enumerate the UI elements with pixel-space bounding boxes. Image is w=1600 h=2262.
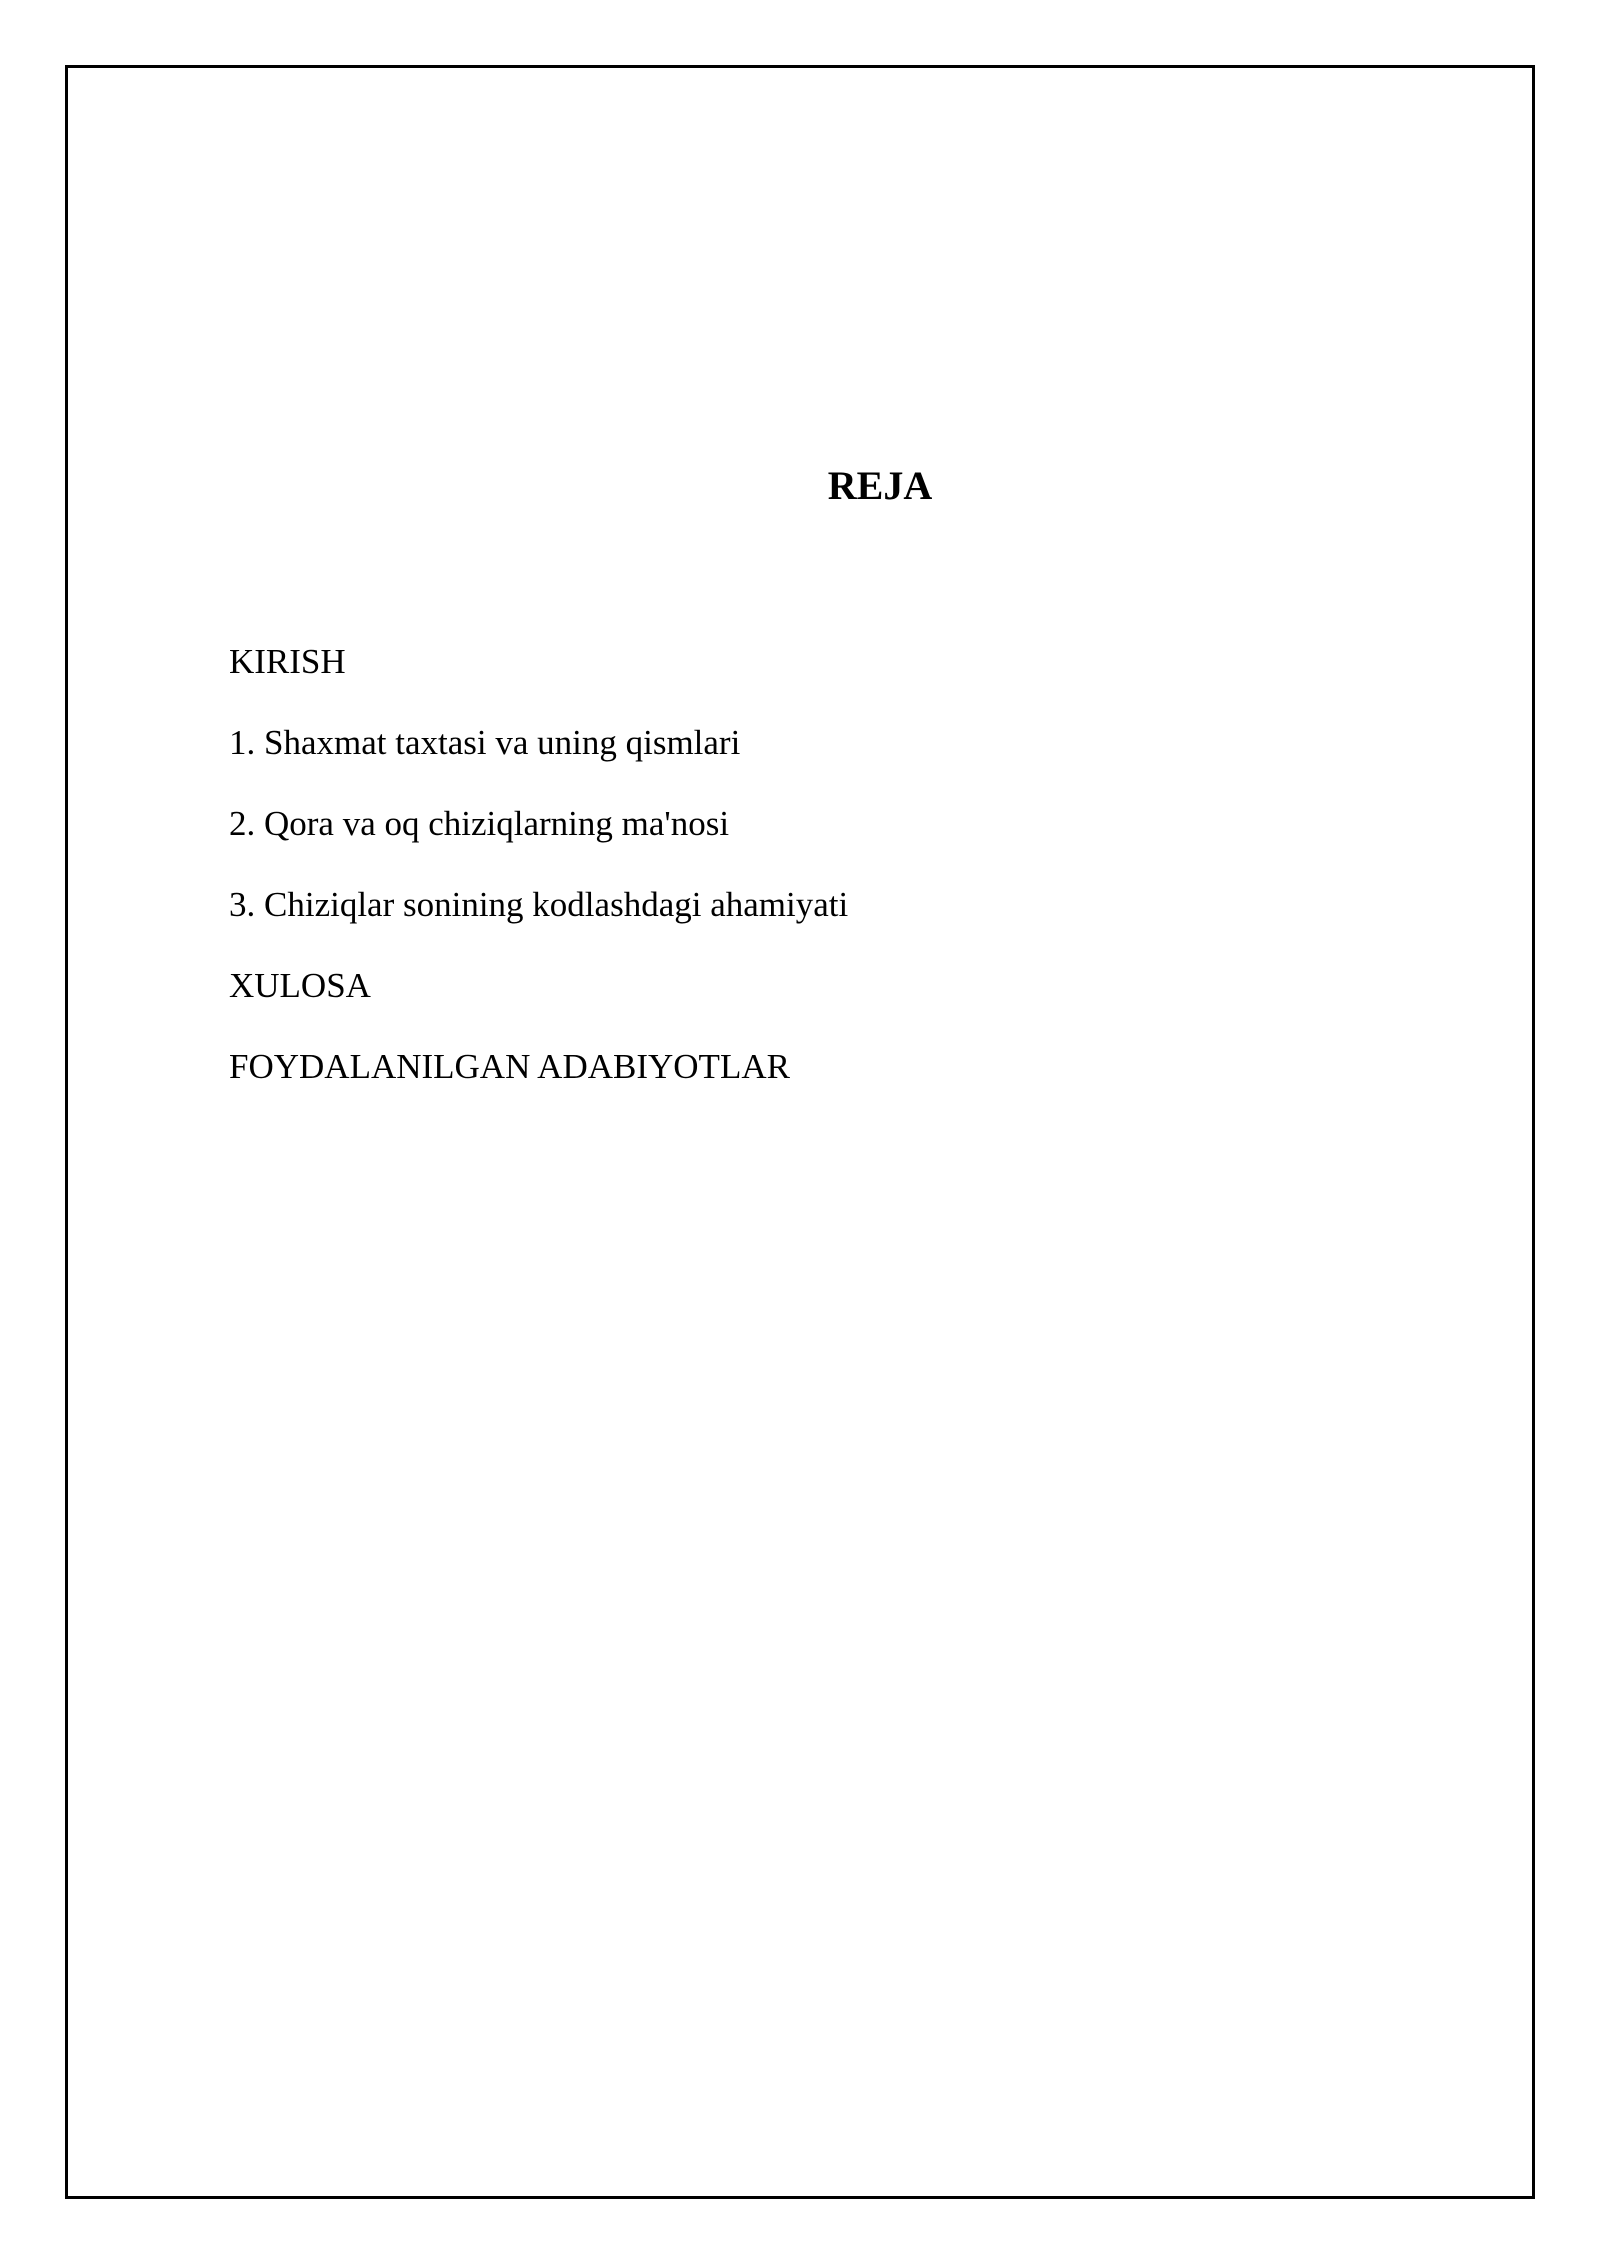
plan-item-2: 2. Qora va oq chiziqlarning ma'nosi	[229, 804, 730, 843]
plan-item-references: FOYDALANILGAN ADABIYOTLAR	[229, 1047, 790, 1086]
plan-item-introduction: KIRISH	[229, 642, 346, 681]
plan-item-conclusion: XULOSA	[229, 966, 371, 1005]
plan-item-3: 3. Chiziqlar sonining kodlashdagi ahamiyati	[229, 885, 849, 924]
page-title: REJA	[827, 463, 933, 508]
plan-item-1: 1. Shaxmat taxtasi va uning qismlari	[229, 723, 741, 762]
plan-list	[229, 642, 848, 1128]
page-border	[65, 65, 1535, 2199]
